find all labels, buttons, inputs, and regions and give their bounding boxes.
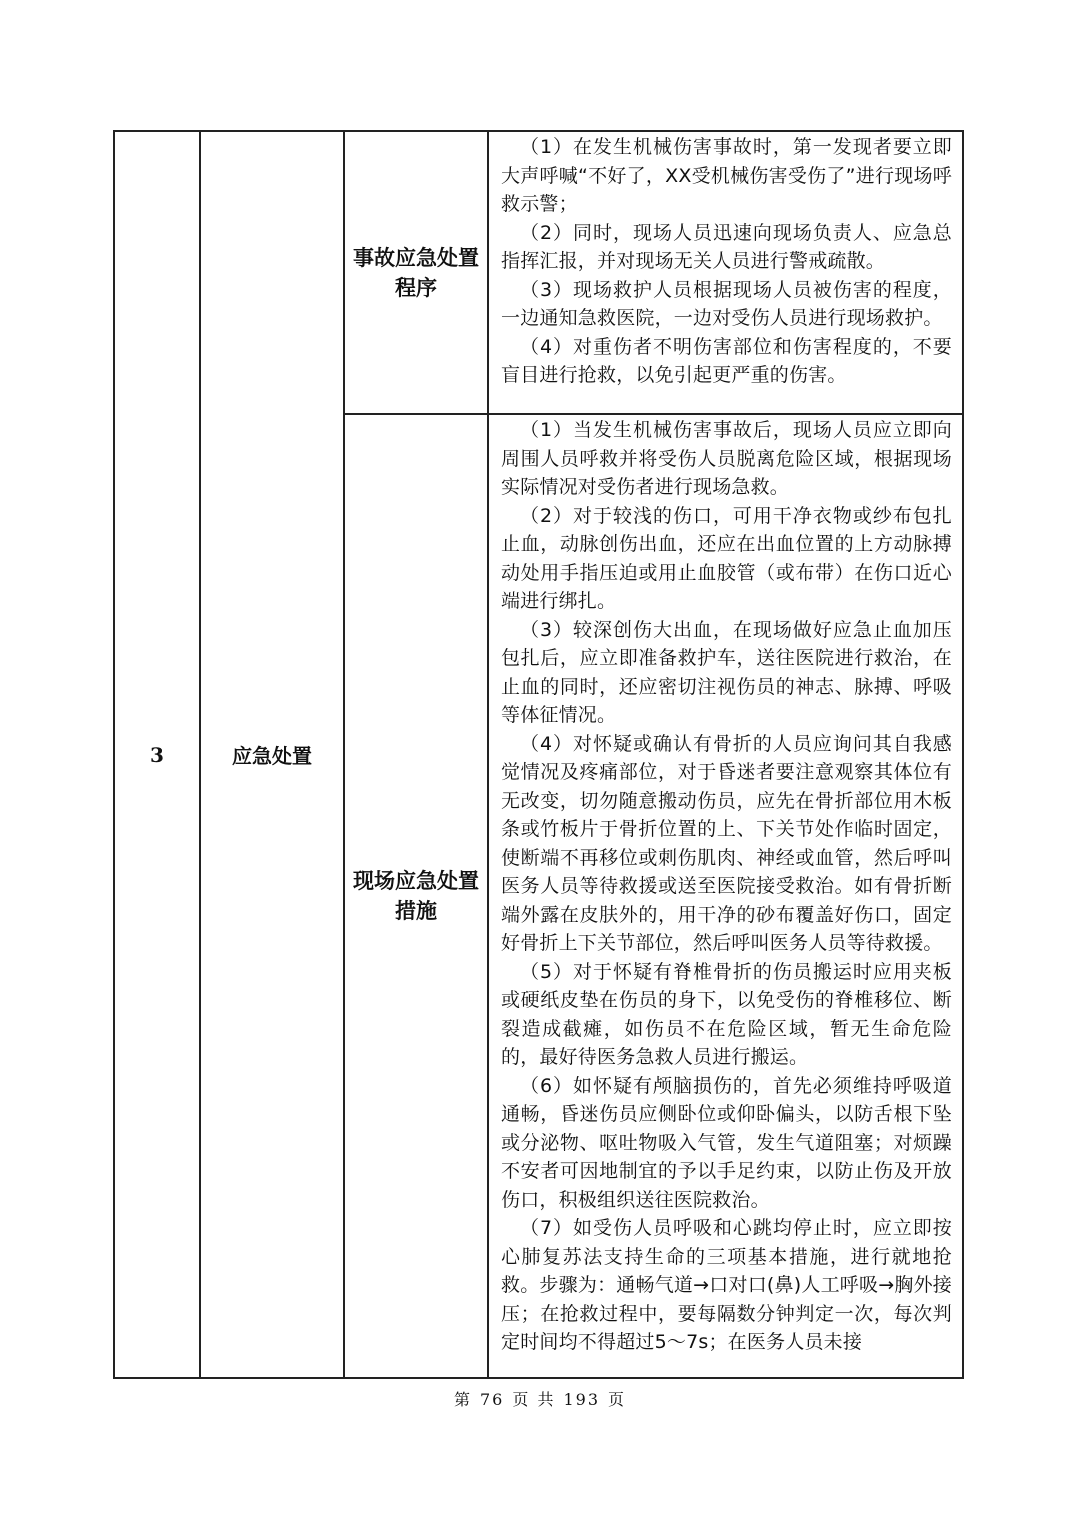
list-item: （5）对于怀疑有脊椎骨折的伤员搬运时应用夹板或硬纸皮垫在伤员的身下，以免受伤的脊椎移位、断裂造成截瘫，如伤员不在危险区域，暂无生命危险的，最好待医务急救人员进行搬运。 <box>501 960 952 1068</box>
emergency-table <box>113 130 964 1379</box>
list-item: （7）如受伤人员呼吸和心跳均停止时，应立即按心肺复苏法支持生命的三项基本措施，进行就地抢救。步骤为：通畅气道→口对口(鼻)人工呼吸→胸外接压；在抢救过程中，要每隔数分钟判定一次，每次判定时间均不得超过5～7s；在医务人员未接 <box>501 1217 952 1353</box>
section-content-procedure <box>488 131 963 414</box>
list-item: （4）对怀疑或确认有骨折的人员应询问其自我感觉情况及疼痛部位，对于昏迷者要注意观察其体位有无改变，切勿随意搬动伤员，应先在骨折部位用木板条或竹板片于骨折位置的上、下关节处作临时固定，使断端不再移位或刺伤肌肉、神经或血管，然后呼叫医务人员等待救援或送至医院接受救治。如有骨折断端外露在皮肤外的，用干净的砂布覆盖好伤口，固定好骨折上下关节部位，然后呼叫医务人员等待救援。 <box>501 732 952 954</box>
page-number-current: 76 <box>480 1390 505 1409</box>
list-item: （2）对于较浅的伤口，可用干净衣物或纱布包扎止血，动脉创伤出血，还应在出血位置的上方动脉搏动处用手指压迫或用止血胶管（或布带）在伤口近心端进行绑扎。 <box>501 504 952 612</box>
list-item: （6）如怀疑有颅脑损伤的，首先必须维持呼吸道通畅，昏迷伤员应侧卧位或仰卧偏头，以防舌根下坠或分泌物、呕吐物吸入气管，发生气道阻塞；对烦躁不安者可因地制宜的予以手足约束，以防止伤及开放伤口，积极组织送往医院救治。 <box>501 1074 952 1211</box>
footer-suffix: 页 <box>608 1390 627 1409</box>
category-cell: 应急处置 <box>200 131 344 1378</box>
list-item: （3）较深创伤大出血，在现场做好应急止血加压包扎后，应立即准备救护车，送往医院进行救治，在止血的同时，还应密切注视伤员的神志、脉搏、呼吸等体征情况。 <box>501 618 952 726</box>
list-item: （2）同时，现场人员迅速向现场负责人、应急总指挥汇报，并对现场无关人员进行警戒疏散。 <box>501 221 952 272</box>
section-title-measures: 现场应急处置措施 <box>344 414 488 1378</box>
list-item: （4）对重伤者不明伤害部位和伤害程度的，不要盲目进行抢救，以免引起更严重的伤害。 <box>501 335 952 386</box>
row-number: 3 <box>114 131 200 1378</box>
section-title-procedure: 事故应急处置程序 <box>344 131 488 414</box>
footer-middle: 页 共 <box>512 1390 556 1409</box>
footer-prefix: 第 <box>453 1390 472 1409</box>
list-item: （1）当发生机械伤害事故后，现场人员应立即向周围人员呼救并将受伤人员脱离危险区域，根据现场实际情况对受伤者进行现场急救。 <box>501 419 952 498</box>
page-number-total: 193 <box>563 1390 600 1409</box>
list-item: （1）在发生机械伤害事故时，第一发现者要立即大声呼喊“不好了，XX受机械伤害受伤了”进行现场呼救示警； <box>501 136 952 215</box>
section-content-measures <box>488 414 963 1378</box>
list-item: （3）现场救护人员根据现场人员被伤害的程度，一边通知急救医院，一边对受伤人员进行现场救护。 <box>501 278 952 329</box>
page-footer <box>0 1387 1080 1410</box>
